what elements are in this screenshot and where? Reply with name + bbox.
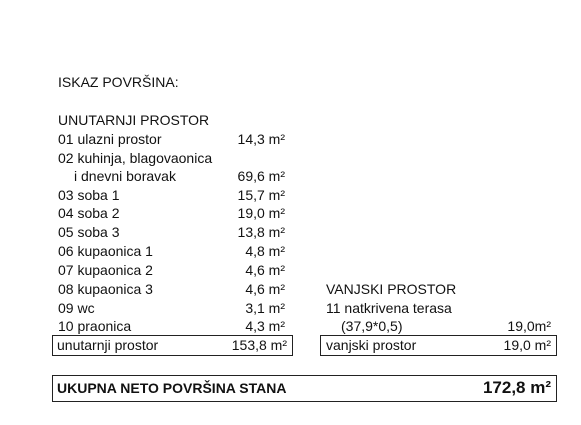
room-name: 06 kupaonica 1 <box>58 243 153 259</box>
grand-total-label: UKUPNA NETO POVRŠINA STANA <box>57 380 287 396</box>
interior-title: UNUTARNJI PROSTOR <box>58 112 210 128</box>
interior-total-label: unutarnji prostor <box>57 337 159 353</box>
interior-total-value: 153,8 m² <box>231 337 287 353</box>
room-name: 09 wc <box>58 300 95 316</box>
room-name: 05 soba 3 <box>58 224 120 240</box>
exterior-title: VANJSKI PROSTOR <box>326 281 457 297</box>
room-area: 3,1 m² <box>245 300 285 316</box>
heading: ISKAZ POVRŠINA: <box>58 74 179 90</box>
room-name: 04 soba 2 <box>58 205 120 221</box>
room-name: 03 soba 1 <box>58 187 120 203</box>
exterior-total-label: vanjski prostor <box>326 337 417 353</box>
room-name: 10 praonica <box>58 318 132 334</box>
room-area: 4,6 m² <box>245 281 285 297</box>
room-area: 14,3 m² <box>237 131 285 147</box>
exterior-item-area: 19,0m² <box>507 318 551 334</box>
room-name: 01 ulazni prostor <box>58 131 162 147</box>
room-name: i dnevni boravak <box>74 168 176 184</box>
room-area: 4,6 m² <box>245 262 285 278</box>
room-area: 4,3 m² <box>245 318 285 334</box>
room-area: 19,0 m² <box>237 205 285 221</box>
exterior-total-value: 19,0 m² <box>503 337 551 353</box>
room-area: 15,7 m² <box>237 187 285 203</box>
room-area: 69,6 m² <box>237 168 285 184</box>
room-area: 4,8 m² <box>245 243 285 259</box>
room-name: 07 kupaonica 2 <box>58 262 153 278</box>
exterior-item-name: 11 natkrivena terasa <box>326 300 452 316</box>
exterior-item-formula: (37,9*0,5) <box>341 318 403 334</box>
room-name: 08 kupaonica 3 <box>58 281 153 297</box>
room-area: 13,8 m² <box>237 224 285 240</box>
grand-total-value: 172,8 m² <box>482 378 551 397</box>
room-name: 02 kuhinja, blagovaonica <box>58 150 213 166</box>
